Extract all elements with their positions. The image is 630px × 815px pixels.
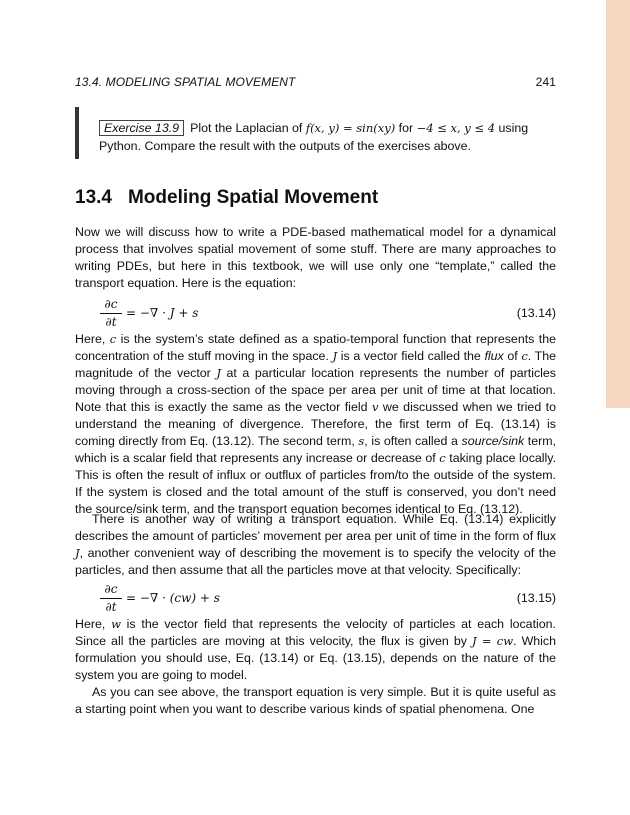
emphasis-flux: flux	[484, 349, 504, 363]
math-var: J	[332, 349, 338, 363]
exercise-text-part: for	[395, 121, 417, 135]
exercise-box	[75, 107, 556, 159]
text-run: There is another way of writing a transport equation. While Eq. (13.14) explicitly describes the amount of particles’ movement per area per unit of time in the form of flux	[75, 512, 556, 543]
text-run: we discussed when we tried to understand the meaning of divergence. Therefore, the first term of Eq. (13.14) is coming directly from Eq. (13.12). The second term,	[75, 400, 556, 448]
text-run: , another convenient way of describing the movement is to specify the velocity of the particles, and then assume that all the particles move at that velocity. Specifically:	[75, 546, 556, 577]
equation-rhs: = −∇ · J + s	[126, 306, 199, 320]
exercise-label: Exercise 13.9	[99, 120, 184, 136]
running-header-title: 13.4. MODELING SPATIAL MOVEMENT	[75, 75, 296, 89]
emphasis-source-sink: source/sink	[461, 434, 525, 448]
text-run: . Which formulation you should use, Eq. (13.14) or Eq. (13.15), depends on the nature of the system you are going to model.	[75, 634, 557, 682]
text-run: of	[503, 349, 522, 363]
text-run: . The magnitude of the vector	[75, 349, 556, 380]
fraction-numerator: ∂c	[104, 297, 118, 311]
fraction-denominator: ∂t	[105, 600, 117, 614]
math-var: c	[109, 332, 117, 346]
math-var: v	[371, 400, 379, 414]
paragraph-velocity-field	[75, 616, 556, 684]
math-var: J	[75, 546, 80, 560]
paragraph-conclusion: As you can see above, the transport equation is very simple. But it is quite useful as a starting point when you want to describe various kinds of spatial phenomena. One	[75, 685, 556, 716]
section-title: Modeling Spatial Movement	[127, 187, 379, 208]
fraction-bar	[100, 313, 122, 314]
running-header	[75, 75, 556, 89]
math-var: c	[521, 349, 528, 363]
page-edge-tab	[606, 0, 630, 408]
fraction	[100, 297, 122, 330]
math-expression: J = cw	[472, 634, 514, 648]
fraction-bar	[100, 598, 122, 599]
math-var: s	[358, 434, 365, 448]
section-number: 13.4	[75, 187, 112, 208]
fraction-denominator: ∂t	[105, 315, 117, 329]
text-run: is the system’s state defined as a spatio-temporal function that represents the concentration of the stuff moving in the space.	[75, 332, 556, 363]
exercise-text-part: using Python. Compare the result with the outputs of the exercises above.	[99, 121, 529, 153]
equation-number: (13.15)	[516, 591, 556, 605]
section-heading	[75, 187, 575, 209]
page-number: 241	[535, 75, 556, 89]
exercise-text	[99, 119, 556, 155]
fraction	[100, 582, 122, 615]
paragraph-intro: Now we will discuss how to write a PDE-based mathematical model for a dynamical process that involves spatial movement of some stuff. There are many approaches to writing PDEs, but here in this textbook, we will use only one “template,” called the transport equation. Here is the equation:	[75, 225, 556, 290]
text-run: at a particular location represents the number of particles moving through a cross-section of the space per area per unit of time at that location. Note that this is exactly the same as the vector field	[75, 366, 557, 414]
text-run: Here,	[75, 617, 112, 631]
text-run: is a vector field called the	[337, 349, 485, 363]
math-var: J	[216, 366, 221, 380]
paragraph-flux	[75, 331, 556, 518]
math-var: w	[111, 617, 121, 631]
text-run: term, which is a scalar field that represents any increase or decrease of	[75, 434, 556, 465]
text-run: , is often called a	[364, 434, 462, 448]
text-run: taking place locally. This is often the result of influx or outflux of particles from/to the outside of the system. If the system is closed and the total amount of the stuff is conserved, you don’t need the source/sink term, and the transport equation becomes identical to Eq. (13.12).	[75, 451, 557, 516]
text-run: is the vector field that represents the velocity of particles at each location. Since all the particles are moving at this velocity, the flux is given by	[75, 617, 556, 648]
equation-number: (13.14)	[516, 306, 556, 320]
equation-rhs: = −∇ · (cw) + s	[126, 591, 220, 605]
math-var: c	[439, 451, 446, 465]
exercise-math-function: f(x, y) = sin(xy)	[305, 121, 396, 135]
text-run: Here,	[75, 332, 110, 346]
fraction-numerator: ∂c	[104, 582, 118, 596]
exercise-text-part: Plot the Laplacian of	[190, 121, 306, 135]
exercise-margin-bar	[75, 107, 79, 159]
paragraph-velocity	[75, 511, 556, 579]
exercise-math-range: −4 ≤ x, y ≤ 4	[416, 121, 496, 135]
